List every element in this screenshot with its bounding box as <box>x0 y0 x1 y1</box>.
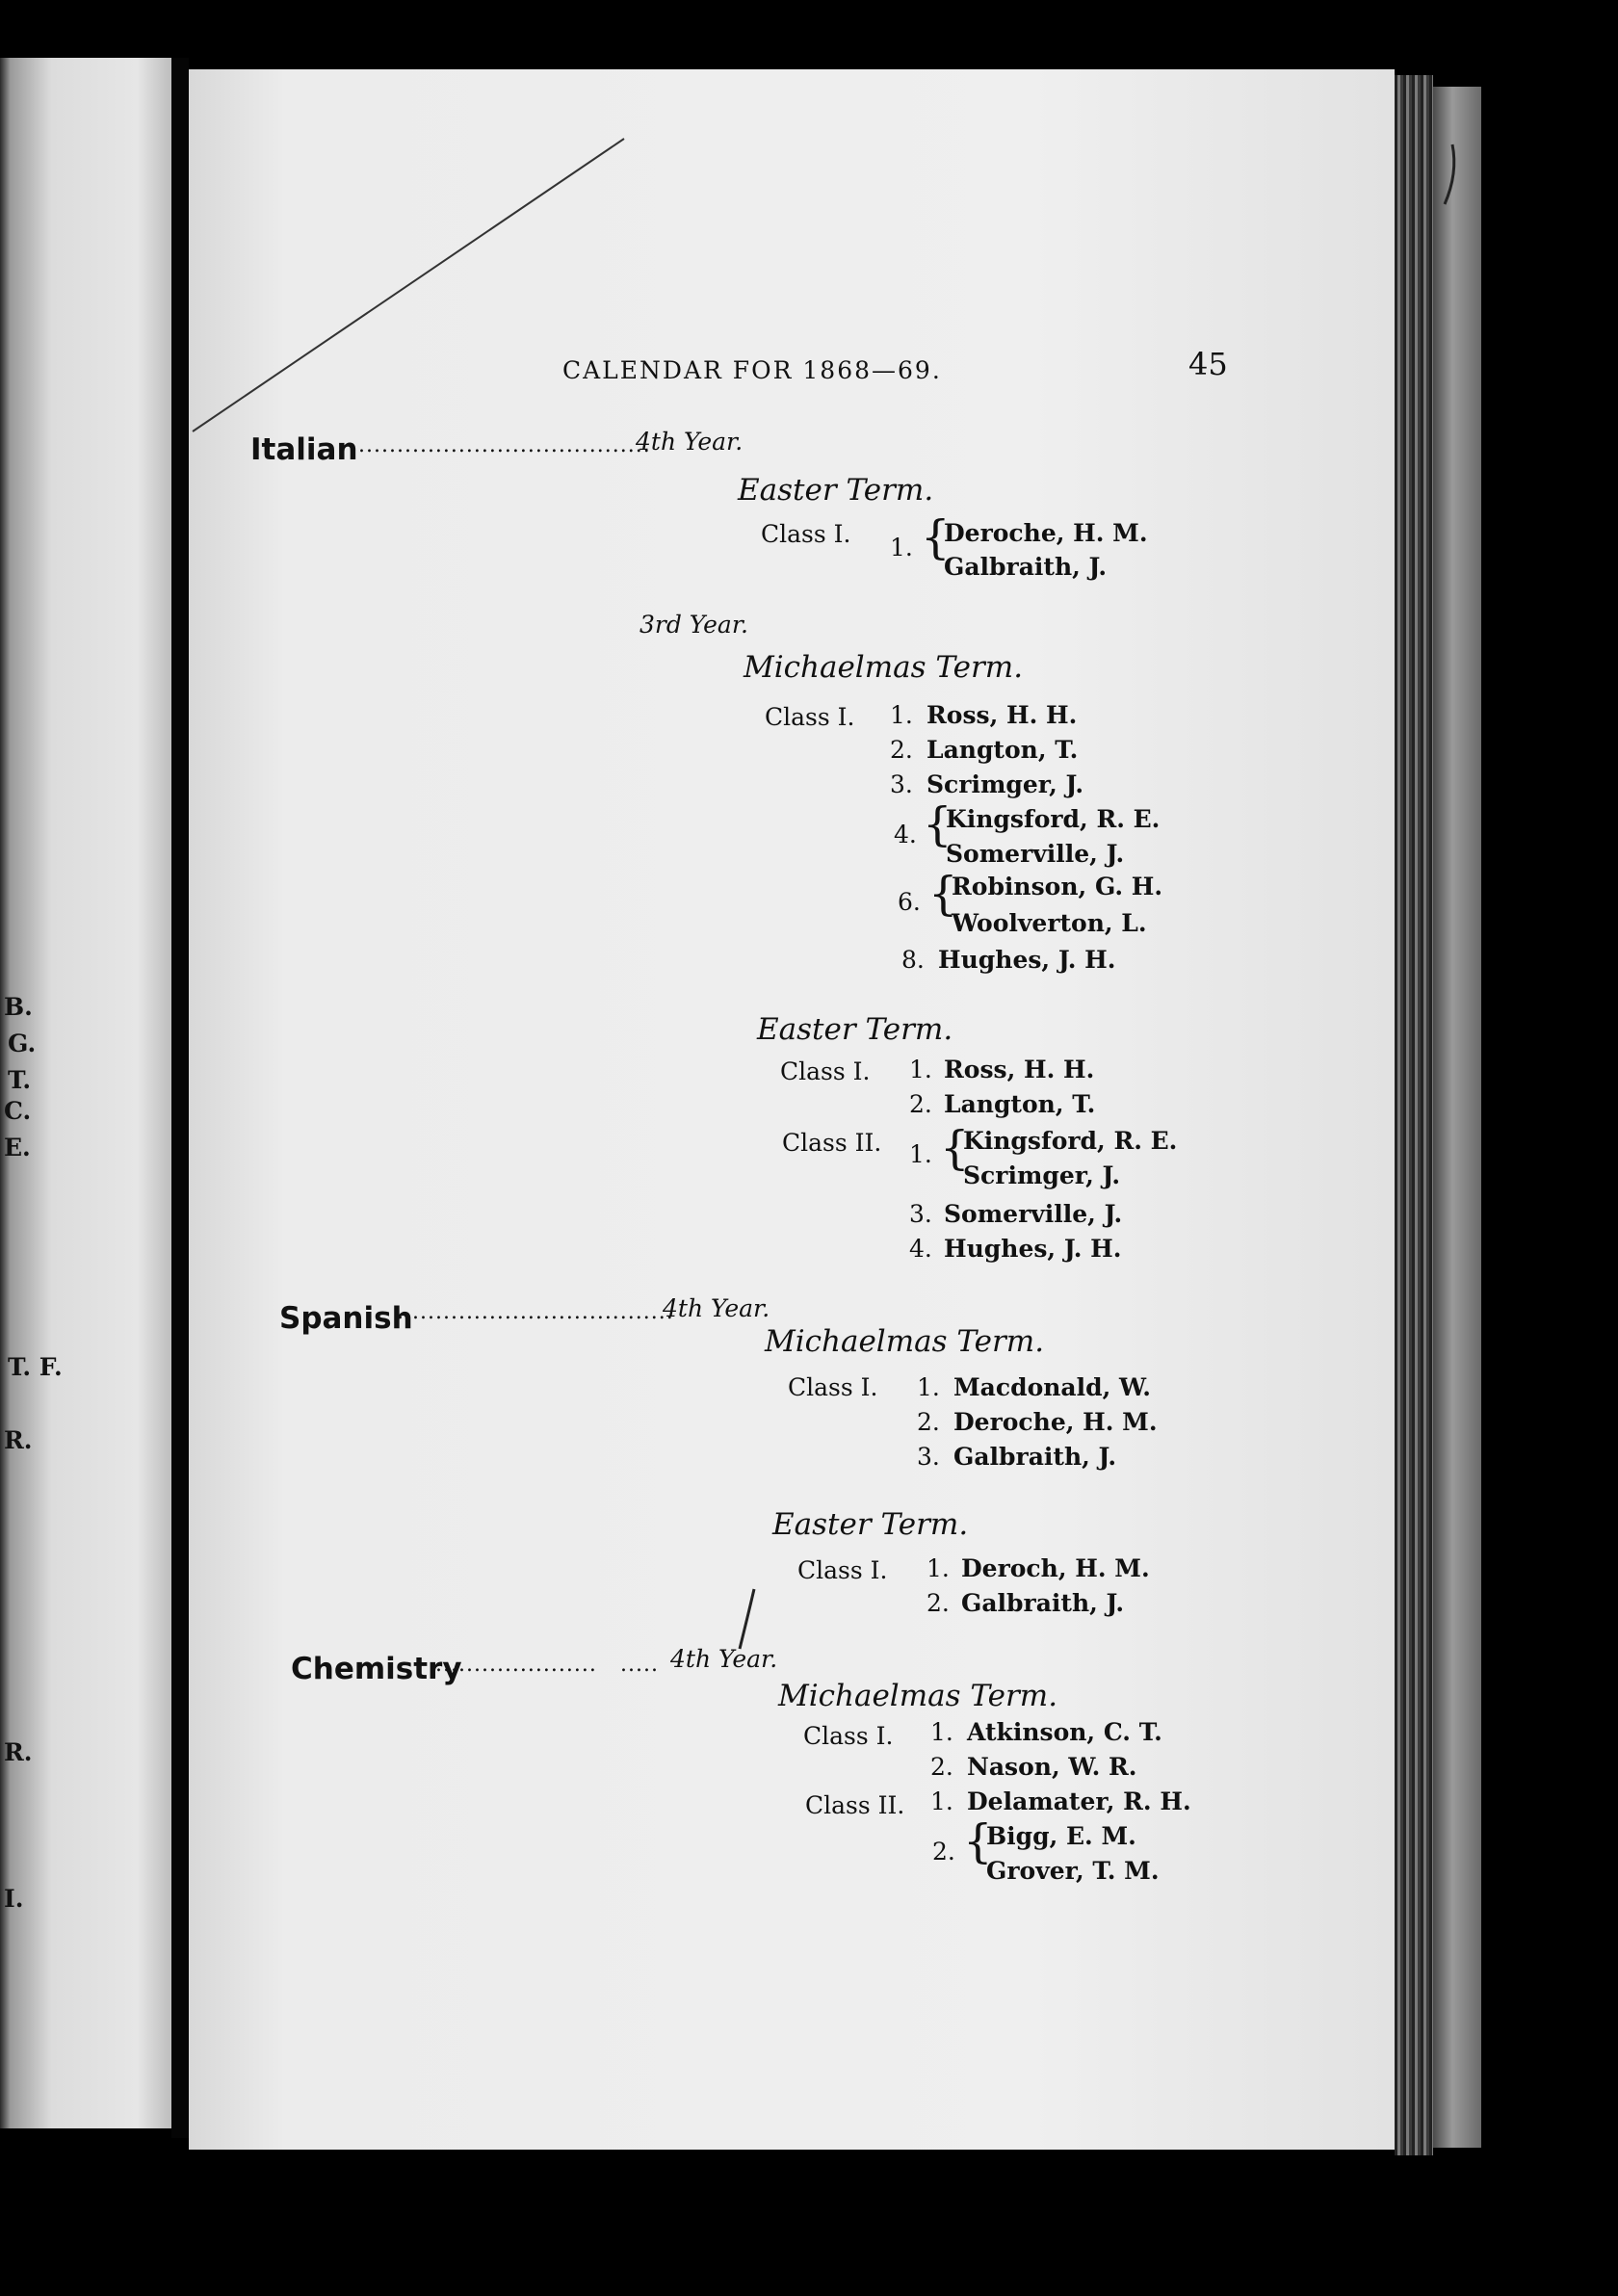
rank-number: 2. <box>926 1589 950 1617</box>
student-name: Deroch, H. M. <box>961 1554 1150 1582</box>
rank-number: 1. <box>917 1373 940 1401</box>
student-name: Deroche, H. M. <box>953 1408 1158 1436</box>
student-name: Kingsford, R. E. <box>963 1127 1178 1155</box>
rank-number: 1. <box>890 701 913 729</box>
leader-dots: ..................... <box>435 1653 597 1677</box>
class-label: Class II. <box>805 1791 905 1819</box>
student-name: Nason, W. R. <box>967 1753 1137 1781</box>
term-heading: Michaelmas Term. <box>765 1324 1045 1359</box>
tie-brace: { <box>963 1814 993 1868</box>
class-label: Class I. <box>803 1722 894 1750</box>
rank-number: 1. <box>930 1718 953 1746</box>
student-name: Galbraith, J. <box>961 1589 1125 1617</box>
rank-number: 8. <box>901 946 925 974</box>
class-label: Class I. <box>797 1556 888 1584</box>
rank-number: 2. <box>890 736 913 764</box>
class-label: Class I. <box>788 1373 878 1401</box>
rank-number: 2. <box>909 1090 932 1118</box>
year-label: 4th Year. <box>670 1645 778 1673</box>
student-name: Robinson, G. H. <box>952 873 1163 900</box>
rank-number: 1. <box>890 534 913 561</box>
term-heading: Easter Term. <box>772 1507 969 1542</box>
student-name: Ross, H. H. <box>926 701 1078 729</box>
left-fragment: G. <box>8 1030 37 1057</box>
rank-number: 1. <box>930 1787 953 1815</box>
student-name: Galbraith, J. <box>944 553 1108 581</box>
student-name: Somerville, J. <box>946 840 1125 868</box>
leader-dots: .................................... <box>397 1300 674 1324</box>
running-header: CALENDAR FOR 1868—69. <box>562 356 942 384</box>
student-name: Ross, H. H. <box>944 1056 1095 1083</box>
class-label: Class I. <box>780 1057 871 1085</box>
left-fragment: T. <box>8 1066 32 1094</box>
left-fragment: T. F. <box>8 1353 63 1381</box>
year-label: 4th Year. <box>636 428 744 456</box>
term-heading: Michaelmas Term. <box>778 1679 1058 1713</box>
student-name: Delamater, R. H. <box>967 1787 1191 1815</box>
student-name: Hughes, J. H. <box>944 1235 1122 1263</box>
student-name: Grover, T. M. <box>986 1857 1160 1885</box>
student-name: Langton, T. <box>926 736 1079 764</box>
rank-number: 4. <box>909 1235 932 1263</box>
subject-italian: Italian <box>250 432 358 467</box>
page-number: 45 <box>1188 346 1228 382</box>
left-fragment: B. <box>4 993 33 1021</box>
student-name: Atkinson, C. T. <box>967 1718 1162 1746</box>
tie-brace: { <box>921 510 951 564</box>
student-name: Langton, T. <box>944 1090 1096 1118</box>
term-heading: Easter Term. <box>757 1012 953 1047</box>
term-heading: Michaelmas Term. <box>744 650 1024 685</box>
subject-chemistry: Chemistry <box>291 1652 462 1686</box>
student-name: Woolverton, L. <box>952 909 1147 937</box>
rank-number: 2. <box>932 1838 955 1866</box>
rank-number: 1. <box>926 1554 950 1582</box>
rank-number: 3. <box>917 1443 940 1471</box>
year-label: 4th Year. <box>663 1294 770 1322</box>
student-name: Macdonald, W. <box>953 1373 1151 1401</box>
student-name: Bigg, E. M. <box>986 1822 1136 1850</box>
student-name: Hughes, J. H. <box>938 946 1116 974</box>
rank-number: 1. <box>909 1140 932 1168</box>
rank-number: 6. <box>898 888 921 916</box>
student-name: Somerville, J. <box>944 1200 1123 1228</box>
left-fragment: R. <box>4 1738 33 1766</box>
student-name: Deroche, H. M. <box>944 519 1148 547</box>
tie-brace: { <box>928 867 958 921</box>
student-name: Scrimger, J. <box>963 1161 1121 1189</box>
rank-number: 1. <box>909 1056 932 1083</box>
rank-number: 3. <box>890 770 913 798</box>
year-label: 3rd Year. <box>639 611 748 639</box>
leader-dots: ..... <box>620 1653 659 1677</box>
student-name: Scrimger, J. <box>926 770 1084 798</box>
class-label: Class I. <box>765 703 855 731</box>
rank-number: 2. <box>917 1408 940 1436</box>
student-name: Galbraith, J. <box>953 1443 1117 1471</box>
left-fragment: E. <box>4 1134 31 1161</box>
class-label: Class I. <box>761 520 851 548</box>
tie-brace: { <box>940 1121 970 1175</box>
class-label: Class II. <box>782 1129 882 1157</box>
term-heading: Easter Term. <box>738 473 934 508</box>
left-fragment: R. <box>4 1426 33 1454</box>
tie-brace: { <box>923 797 953 851</box>
rank-number: 4. <box>894 821 917 848</box>
student-name: Kingsford, R. E. <box>946 805 1161 833</box>
rank-number: 2. <box>930 1753 953 1781</box>
rank-number: 3. <box>909 1200 932 1228</box>
left-fragment: C. <box>4 1097 32 1125</box>
subject-spanish: Spanish <box>279 1301 413 1336</box>
leader-dots: ...................................... <box>358 433 651 457</box>
left-fragment: I. <box>4 1885 24 1913</box>
